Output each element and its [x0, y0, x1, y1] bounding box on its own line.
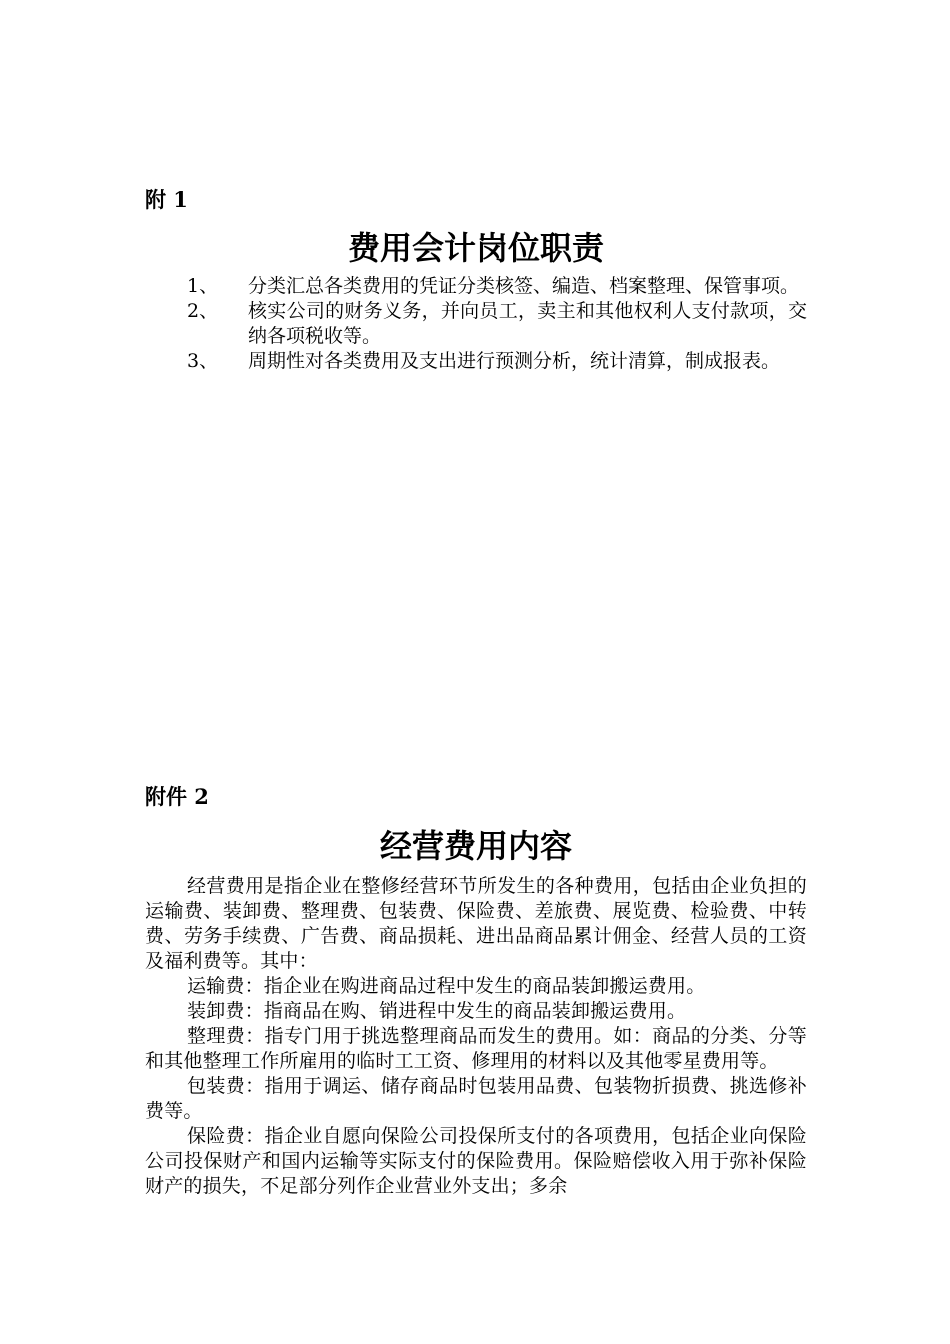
- expenses-body: [145, 874, 807, 1199]
- paragraph: 运输费：指企业在购进商品过程中发生的商品装卸搬运费用。: [187, 975, 706, 997]
- list-item-text: 核实公司的财务义务，并向员工，卖主和其他权利人支付款项，交纳各项税收等。: [248, 300, 807, 347]
- paragraph: 装卸费：指商品在购、销进程中发生的商品装卸搬运费用。: [187, 1000, 687, 1022]
- annex-2-label: 附件 2: [145, 784, 209, 809]
- paragraph: 整理费：指专门用于挑选整理商品而发生的费用。如：商品的分类、分等和其他整理工作所雇用的临时工工资、修理用的材料以及其他零星费用等。: [145, 1025, 807, 1072]
- list-item-text: 周期性对各类费用及支出进行预测分析，统计清算，制成报表。: [248, 350, 781, 372]
- list-item-text: 分类汇总各类费用的凭证分类核签、编造、档案整理、保管事项。: [248, 275, 800, 297]
- duties-title: 费用会计岗位职责: [347, 229, 604, 267]
- list-item-number: 2、: [187, 300, 219, 322]
- annex-1-label: 附 1: [145, 187, 188, 212]
- duty-list: [145, 274, 807, 374]
- list-item: [145, 349, 807, 374]
- list-item: [145, 299, 807, 349]
- paragraph: 保险费：指企业自愿向保险公司投保所支付的各项费用，包括企业向保险公司投保财产和国内运输等实际支付的保险费用。保险赔偿收入用于弥补保险财产的损失，不足部分列作企业营业外支出；多余: [145, 1125, 807, 1197]
- paragraph: 包装费：指用于调运、储存商品时包装用品费、包装物折损费、挑选修补费等。: [145, 1075, 807, 1122]
- list-item: [145, 274, 807, 299]
- list-item-number: 1、: [187, 275, 219, 297]
- list-item-number: 3、: [187, 350, 219, 372]
- paragraph: 经营费用是指企业在整修经营环节所发生的各种费用，包括由企业负担的运输费、装卸费、整理费、包装费、保险费、差旅费、展览费、检验费、中转费、劳务手续费、广告费、商品损耗、进出品商品累计佣金、经营人员的工资及福利费等。其中：: [145, 875, 807, 972]
- expenses-title: 经营费用内容: [379, 827, 572, 865]
